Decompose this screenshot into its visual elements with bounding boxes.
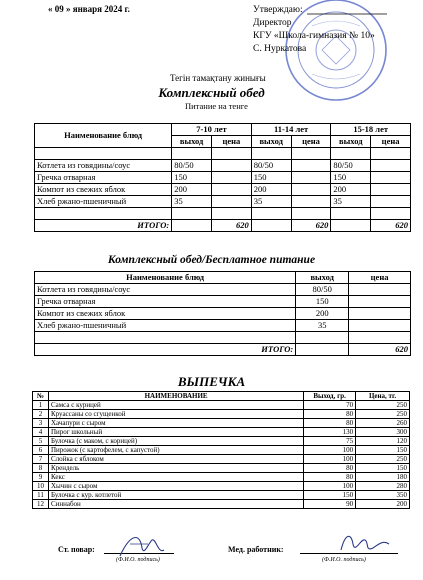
- group-header-15-18: 15-18 лет: [331, 124, 411, 136]
- item-name: Кекс: [48, 473, 303, 482]
- item-name: Слойка с яблоком: [48, 455, 303, 464]
- approve-label: Утверждаю:: [253, 5, 303, 15]
- dish-name: Котлета из говядины/соус: [35, 284, 296, 296]
- dish-out: 80/50: [296, 284, 349, 296]
- dish-out: 35: [296, 320, 349, 332]
- table-row: [33, 437, 410, 446]
- dish-name: Компот из свежих яблок: [35, 184, 172, 196]
- row-num: 11: [33, 491, 49, 500]
- table-row: [33, 401, 410, 410]
- dish-name: Компот из свежих яблок: [35, 308, 296, 320]
- dish-out: 200: [172, 184, 212, 196]
- total-value: 620: [349, 344, 411, 356]
- dish-out: 80/50: [331, 160, 371, 172]
- total-label: ИТОГО:: [35, 220, 172, 232]
- item-price: 350: [356, 491, 410, 500]
- dish-name: Гречка отварная: [35, 172, 172, 184]
- row-num: 2: [33, 410, 49, 419]
- table-row: [33, 500, 410, 509]
- section1-subtitle: Питание на тенге: [185, 101, 248, 111]
- section2-title: Комплексный обед/Бесплатное питание: [107, 254, 316, 266]
- dish-out: 150: [296, 296, 349, 308]
- item-price: 150: [356, 446, 410, 455]
- item-name: Хачапури с сыром: [48, 419, 303, 428]
- spacer-row: [35, 332, 411, 344]
- dish-out: 35: [172, 196, 212, 208]
- item-out: 80: [304, 473, 356, 482]
- approve-signature-line: [307, 9, 387, 15]
- column-header-price: Цена, тг.: [356, 392, 410, 401]
- dish-out: 200: [251, 184, 291, 196]
- table-row: [33, 482, 410, 491]
- total-11-14: 620: [291, 220, 331, 232]
- free-meal-table: [34, 271, 411, 356]
- spacer-row: [35, 148, 411, 160]
- item-name: Самса с курицей: [48, 401, 303, 410]
- table-row: [33, 410, 410, 419]
- item-price: 260: [356, 419, 410, 428]
- item-name: Крендель: [48, 464, 303, 473]
- dish-out: 150: [172, 172, 212, 184]
- dish-out: 80/50: [251, 160, 291, 172]
- item-price: 280: [356, 482, 410, 491]
- dish-name: Хлеб ржано-пшеничный: [35, 196, 172, 208]
- med-worker-label: Мед. работник:: [228, 545, 284, 554]
- item-name: Хычин с сыром: [48, 482, 303, 491]
- item-price: 150: [356, 464, 410, 473]
- item-name: Пирожок (с картофелем, с капустой): [48, 446, 303, 455]
- table-row: [35, 184, 411, 196]
- item-out: 80: [304, 419, 356, 428]
- table-row: [33, 491, 410, 500]
- row-num: 12: [33, 500, 49, 509]
- section3-title: ВЫПЕЧКА: [177, 374, 246, 389]
- item-out: 70: [304, 401, 356, 410]
- dish-out: 200: [296, 308, 349, 320]
- item-price: 250: [356, 455, 410, 464]
- item-name: Булочка (с маком, с корицей): [48, 437, 303, 446]
- group-header-11-14: 11-14 лет: [251, 124, 331, 136]
- dish-name: Котлета из говядины/соус: [35, 160, 172, 172]
- total-15-18: 620: [371, 220, 411, 232]
- row-num: 9: [33, 473, 49, 482]
- approve-name: С. Нуркатова: [253, 44, 307, 54]
- column-header-price: цена: [349, 272, 411, 284]
- total-label: ИТОГО:: [35, 344, 296, 356]
- dish-out: 35: [251, 196, 291, 208]
- dish-out: 80/50: [172, 160, 212, 172]
- row-num: 4: [33, 428, 49, 437]
- row-num: 3: [33, 419, 49, 428]
- column-header-name: Наименование блюд: [35, 272, 296, 284]
- row-num: 7: [33, 455, 49, 464]
- section1-title: Комплексный обед: [158, 85, 265, 100]
- table-row: [33, 446, 410, 455]
- table-row: [33, 419, 410, 428]
- item-price: 180: [356, 473, 410, 482]
- complex-lunch-table: [34, 123, 411, 232]
- item-out: 90: [304, 500, 356, 509]
- cook-signature-hint: (Ф.И.О. подпись): [116, 557, 160, 563]
- med-handwritten-signature: [335, 528, 395, 558]
- table-row: [35, 196, 411, 208]
- approve-school: КГУ «Школа-гимназия № 10»: [253, 31, 375, 41]
- item-price: 200: [356, 500, 410, 509]
- item-name: Синнабон: [48, 500, 303, 509]
- row-num: 6: [33, 446, 49, 455]
- table-row: [35, 296, 411, 308]
- table-row: [33, 473, 410, 482]
- item-price: 250: [356, 401, 410, 410]
- subheader-price: цена: [212, 136, 252, 148]
- table-row: [33, 428, 410, 437]
- item-price: 250: [356, 410, 410, 419]
- table-row: [35, 308, 411, 320]
- column-header-name: НАИМЕНОВАНИЕ: [48, 392, 303, 401]
- item-price: 300: [356, 428, 410, 437]
- column-header-name: Наименование блюд: [35, 124, 172, 148]
- item-name: Круассаны со сгущенкой: [48, 410, 303, 419]
- dish-out: 150: [251, 172, 291, 184]
- total-row: [35, 220, 411, 232]
- table-row: [35, 172, 411, 184]
- total-row: [35, 344, 411, 356]
- item-out: 100: [304, 455, 356, 464]
- group-header-7-10: 7-10 лет: [172, 124, 252, 136]
- free-meal-label: Тегін тамақтану жинығы: [170, 73, 266, 83]
- item-name: Пирог школьный: [48, 428, 303, 437]
- table-header-row: [35, 272, 411, 284]
- item-out: 130: [304, 428, 356, 437]
- item-out: 100: [304, 482, 356, 491]
- document-date: « 09 » января 2024 г.: [48, 4, 130, 14]
- table-row: [35, 284, 411, 296]
- med-signature-hint: (Ф.И.О. подпись): [322, 557, 366, 563]
- row-num: 1: [33, 401, 49, 410]
- dish-out: 150: [331, 172, 371, 184]
- subheader-price: цена: [371, 136, 411, 148]
- bakery-table: [32, 391, 410, 509]
- table-row: [35, 160, 411, 172]
- spacer-row: [35, 208, 411, 220]
- column-header-out: выход: [296, 272, 349, 284]
- subheader-price: цена: [291, 136, 331, 148]
- column-header-out: Выход, гр.: [304, 392, 356, 401]
- table-header-row: [35, 124, 411, 136]
- row-num: 5: [33, 437, 49, 446]
- dish-name: Хлеб ржано-пшеничный: [35, 320, 296, 332]
- approve-director: Директор: [253, 18, 292, 28]
- table-header-row: [33, 392, 410, 401]
- subheader-out: выход: [331, 136, 371, 148]
- item-out: 80: [304, 464, 356, 473]
- item-out: 75: [304, 437, 356, 446]
- subheader-out: выход: [251, 136, 291, 148]
- item-out: 150: [304, 491, 356, 500]
- total-7-10: 620: [212, 220, 252, 232]
- table-row: [33, 455, 410, 464]
- item-out: 80: [304, 410, 356, 419]
- subheader-out: выход: [172, 136, 212, 148]
- cook-label: Ст. повар:: [58, 545, 95, 554]
- table-row: [33, 464, 410, 473]
- item-price: 120: [356, 437, 410, 446]
- dish-out: 200: [331, 184, 371, 196]
- column-header-num: №: [33, 392, 49, 401]
- item-name: Булочка с кур. котлетой: [48, 491, 303, 500]
- item-out: 100: [304, 446, 356, 455]
- dish-out: 35: [331, 196, 371, 208]
- dish-name: Гречка отварная: [35, 296, 296, 308]
- table-row: [35, 320, 411, 332]
- cook-handwritten-signature: [112, 530, 172, 560]
- row-num: 8: [33, 464, 49, 473]
- row-num: 10: [33, 482, 49, 491]
